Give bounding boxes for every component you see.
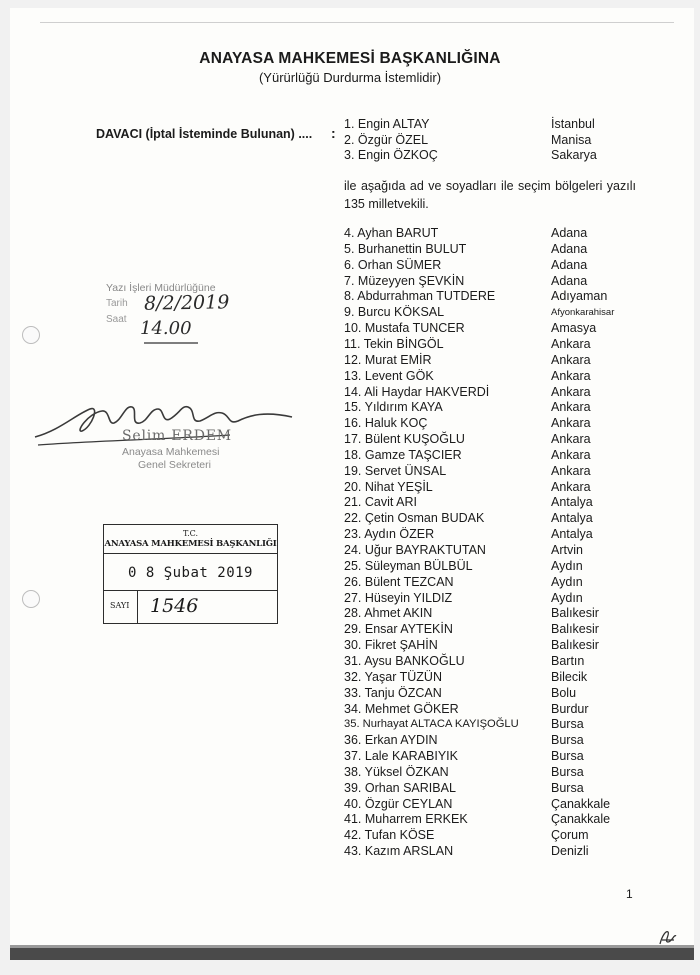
member-number: 23. <box>344 527 362 542</box>
member-fullname: Fikret ŞAHİN <box>364 638 438 653</box>
list-item <box>0 258 700 274</box>
member-fullname: Ahmet AKIN <box>364 606 433 621</box>
list-item <box>0 749 700 765</box>
member-city: Bursa <box>551 733 584 748</box>
member-name <box>344 543 486 557</box>
member-number: 29. <box>344 622 362 637</box>
list-item <box>0 797 700 813</box>
member-fullname: Burcu KÖKSAL <box>357 305 445 320</box>
list-item <box>0 702 700 718</box>
member-number: 14. <box>344 384 362 399</box>
member-fullname: Erkan AYDIN <box>364 733 438 748</box>
list-item <box>0 226 700 242</box>
member-number: 37. <box>344 749 362 764</box>
list-item <box>0 622 700 638</box>
list-item <box>0 781 700 797</box>
member-number: 6. <box>344 257 355 272</box>
member-name <box>344 480 433 494</box>
member-number: 8. <box>344 289 355 304</box>
member-number: 43. <box>344 844 362 859</box>
punch-hole-icon <box>22 590 40 608</box>
member-fullname: Tekin BİNGÖL <box>363 336 444 351</box>
member-fullname: Muharrem ERKEK <box>364 812 468 827</box>
member-city: Bursa <box>551 749 584 764</box>
member-number: 40. <box>344 796 362 811</box>
member-number: 39. <box>344 780 362 795</box>
member-city: Ankara <box>551 400 591 415</box>
document-title: ANAYASA MAHKEMESİ BAŞKANLIĞINA <box>199 50 501 67</box>
member-fullname: Servet ÜNSAL <box>364 463 447 478</box>
member-city: Antalya <box>551 495 593 510</box>
list-item <box>0 337 700 353</box>
member-number: 10. <box>344 321 362 336</box>
member-city: Ankara <box>551 463 591 478</box>
member-name <box>344 305 444 319</box>
member-name <box>344 559 473 573</box>
member-name <box>344 686 442 700</box>
stamp-divider <box>104 553 277 554</box>
member-number: 27. <box>344 590 362 605</box>
member-city: Denizli <box>551 844 589 859</box>
member-number: 4. <box>344 226 355 240</box>
member-number: 33. <box>344 685 362 700</box>
member-number: 25. <box>344 558 362 573</box>
member-city: Bolu <box>551 685 577 700</box>
member-fullname: Uğur BAYRAKTUTAN <box>364 543 486 557</box>
registry-stamp-tc: T.C. <box>182 529 199 538</box>
member-number: 16. <box>344 416 362 431</box>
member-name <box>344 527 434 541</box>
member-number: 36. <box>344 733 362 748</box>
receipt-date: 8/2/2019 <box>143 291 230 315</box>
member-name <box>344 844 453 858</box>
registry-number: 1546 <box>150 595 199 617</box>
member-name <box>344 400 443 414</box>
member-name <box>344 337 444 351</box>
list-item <box>0 242 700 258</box>
member-fullname: Murat EMİR <box>364 352 432 367</box>
member-name <box>344 495 417 509</box>
member-fullname: Aydın ÖZER <box>364 527 435 542</box>
member-city: Çorum <box>551 828 589 843</box>
member-city: Antalya <box>551 527 593 542</box>
receipt-time-prefix: Saat <box>106 314 127 325</box>
member-number: 20. <box>344 479 362 494</box>
member-city: Bartın <box>551 653 585 668</box>
member-city: Aydın <box>551 590 583 605</box>
member-number: 17. <box>344 432 362 447</box>
list-item <box>0 305 700 321</box>
member-city: Burdur <box>551 701 589 716</box>
member-name <box>344 670 442 684</box>
member-name <box>344 797 452 811</box>
member-fullname: Ali Haydar HAKVERDİ <box>364 384 490 399</box>
member-name <box>344 828 434 842</box>
list-item <box>0 495 700 511</box>
member-name <box>344 289 495 303</box>
list-item <box>0 148 700 164</box>
member-fullname: Bülent TEZCAN <box>364 574 454 589</box>
member-number: 11. <box>344 336 361 351</box>
member-fullname: Müzeyyen ŞEVKİN <box>357 273 465 288</box>
member-fullname: Süleyman BÜLBÜL <box>364 558 473 573</box>
member-fullname: Levent GÖK <box>364 368 434 383</box>
list-item <box>0 733 700 749</box>
member-number: 34. <box>344 701 362 716</box>
member-fullname: Özgür CEYLAN <box>364 796 453 811</box>
member-fullname: Kazım ARSLAN <box>364 844 454 859</box>
member-name <box>344 718 519 730</box>
member-city: Balıkesir <box>551 622 599 637</box>
list-item <box>0 133 700 149</box>
member-city: Bursa <box>551 764 584 779</box>
member-city: Adana <box>551 241 588 256</box>
member-name <box>344 765 449 779</box>
member-city: Manisa <box>551 132 592 147</box>
member-number: 21. <box>344 495 362 510</box>
list-item <box>0 480 700 496</box>
member-city: Ankara <box>551 447 591 462</box>
member-fullname: Aysu BANKOĞLU <box>364 653 465 668</box>
member-number: 24. <box>344 543 362 557</box>
list-item <box>0 670 700 686</box>
member-city: Adana <box>551 257 588 272</box>
member-number: 18. <box>344 447 362 462</box>
member-fullname: Nihat YEŞİL <box>364 479 433 494</box>
member-city: Ankara <box>551 352 591 367</box>
member-number: 35. <box>344 718 360 731</box>
member-number: 31. <box>344 653 362 668</box>
list-item <box>0 464 700 480</box>
member-city: Bilecik <box>551 669 588 684</box>
member-name <box>344 654 465 668</box>
member-name <box>344 321 465 335</box>
plaintiff-label: DAVACI (İptal İsteminde Bulunan) .... <box>96 127 313 141</box>
receipt-time: 14.00 <box>140 318 192 339</box>
signatory-title-line2: Genel Sekreteri <box>138 459 211 471</box>
list-item <box>0 289 700 305</box>
member-name <box>344 448 462 462</box>
member-name <box>344 226 438 240</box>
intro-paragraph: ile aşağıda ad ve soyadları ile seçim bölgeleri yazılı 135 milletvekili. <box>344 179 636 211</box>
member-number: 26. <box>344 574 362 589</box>
member-name <box>344 702 459 716</box>
member-name <box>344 749 458 763</box>
member-name <box>344 464 446 478</box>
bottom-edge-bar <box>10 948 694 960</box>
list-item <box>0 353 700 369</box>
member-city: Çanakkale <box>551 796 611 811</box>
member-city: Adana <box>551 273 588 288</box>
member-name <box>344 369 434 383</box>
member-number: 28. <box>344 606 362 621</box>
member-number: 1. <box>344 117 355 131</box>
member-city: Ankara <box>551 479 591 494</box>
list-item <box>0 117 700 133</box>
member-city: Çanakkale <box>551 812 611 827</box>
list-item <box>0 828 700 844</box>
receipt-date-prefix: Tarih <box>106 298 128 309</box>
member-name <box>344 274 464 288</box>
member-name <box>344 148 438 162</box>
member-number: 7. <box>344 273 355 288</box>
member-city: Amasya <box>551 321 597 336</box>
member-city: Aydın <box>551 558 583 573</box>
member-name <box>344 258 441 272</box>
list-item <box>0 812 700 828</box>
signatory-name: Selim ERDEM <box>122 428 232 444</box>
member-fullname: Tufan KÖSE <box>364 828 435 843</box>
member-name <box>344 416 427 430</box>
member-fullname: Yıldırım KAYA <box>364 400 443 415</box>
member-fullname: Haluk KOÇ <box>364 416 428 431</box>
member-number: 13. <box>344 368 362 383</box>
member-city: Ankara <box>551 416 591 431</box>
member-name <box>344 133 428 147</box>
member-number: 22. <box>344 511 362 526</box>
member-name <box>344 575 454 589</box>
list-item <box>0 638 700 654</box>
member-name <box>344 385 489 399</box>
member-fullname: Abdurrahman TUTDERE <box>357 289 496 304</box>
member-city: Aydın <box>551 574 583 589</box>
member-fullname: Bülent KUŞOĞLU <box>364 432 465 447</box>
member-fullname: Lale KARABIYIK <box>364 749 458 764</box>
member-fullname: Mehmet GÖKER <box>364 701 459 716</box>
member-fullname: Orhan SÜMER <box>357 257 442 272</box>
member-number: 32. <box>344 669 362 684</box>
list-item <box>0 274 700 290</box>
member-fullname: Gamze TAŞCIER <box>364 447 462 462</box>
top-edge-line <box>40 22 674 23</box>
member-city: Afyonkarahisar <box>551 307 615 319</box>
member-name <box>344 511 484 525</box>
member-fullname: Özgür ÖZEL <box>357 132 429 147</box>
member-number: 9. <box>344 305 355 320</box>
list-item <box>0 765 700 781</box>
member-city: Adana <box>551 226 588 240</box>
member-city: Bursa <box>551 780 584 795</box>
member-fullname: Yüksel ÖZKAN <box>364 764 449 779</box>
member-name <box>344 432 465 446</box>
member-city: Ankara <box>551 432 591 447</box>
member-fullname: Çetin Osman BUDAK <box>364 511 485 526</box>
member-name <box>344 353 432 367</box>
registry-stamp-date: 0 8 Şubat 2019 <box>127 565 253 581</box>
member-fullname: Nurhayat ALTACA KAYIŞOĞLU <box>362 718 519 731</box>
member-name <box>344 117 430 131</box>
page-number: 1 <box>626 887 633 901</box>
member-fullname: Ensar AYTEKİN <box>364 622 453 637</box>
member-name <box>344 606 432 620</box>
stamp-divider <box>137 590 138 623</box>
member-city: Balıkesir <box>551 638 599 653</box>
registry-stamp <box>103 524 278 624</box>
document-subtitle: (Yürürlüğü Durdurma İstemlidir) <box>258 70 442 85</box>
member-city: İstanbul <box>551 117 595 131</box>
member-fullname: Hüseyin YILDIZ <box>364 590 453 605</box>
member-number: 12. <box>344 352 362 367</box>
member-fullname: Orhan SARIBAL <box>364 780 456 795</box>
receipt-stamp-label: Yazı İşleri Müdürlüğüne <box>106 282 216 294</box>
receipt-stamp <box>106 280 256 360</box>
member-name <box>344 812 468 826</box>
member-number: 15. <box>344 400 362 415</box>
member-city: Ankara <box>551 384 591 399</box>
member-city: Ankara <box>551 336 591 351</box>
list-item <box>0 844 700 860</box>
member-number: 5. <box>344 241 355 256</box>
member-fullname: Burhanettin BULUT <box>357 241 467 256</box>
list-item <box>0 686 700 702</box>
member-name <box>344 781 456 795</box>
member-fullname: Cavit ARI <box>364 495 417 510</box>
member-name <box>344 638 438 652</box>
member-name <box>344 733 438 747</box>
member-number: 2. <box>344 132 355 147</box>
list-item <box>0 369 700 385</box>
initials-mark-icon <box>656 926 680 948</box>
member-fullname: Mustafa TUNCER <box>364 321 465 336</box>
registry-sayi-label: SAYI <box>110 601 130 610</box>
punch-hole-icon <box>22 326 40 344</box>
signatory-title-line1: Anayasa Mahkemesi <box>122 446 220 458</box>
list-item <box>0 717 700 733</box>
member-name <box>344 622 453 636</box>
member-name <box>344 591 452 605</box>
member-number: 38. <box>344 764 362 779</box>
member-number: 19. <box>344 463 362 478</box>
member-city: Balıkesir <box>551 606 599 621</box>
plaintiff-colon: : <box>331 125 336 141</box>
registry-stamp-org: ANAYASA MAHKEMESİ BAŞKANLIĞI <box>104 539 277 549</box>
member-fullname: Tanju ÖZCAN <box>364 685 442 700</box>
member-number: 3. <box>344 148 355 162</box>
member-fullname: Yaşar TÜZÜN <box>364 669 442 684</box>
member-fullname: Engin ÖZKOÇ <box>357 148 438 162</box>
member-city: Artvin <box>551 543 583 557</box>
member-city: Bursa <box>551 717 584 732</box>
list-item <box>0 654 700 670</box>
member-fullname: Ayhan BARUT <box>357 226 439 240</box>
member-city: Antalya <box>551 511 593 526</box>
stamp-divider <box>104 590 277 591</box>
member-city: Ankara <box>551 368 591 383</box>
list-item <box>0 321 700 337</box>
member-fullname: Engin ALTAY <box>357 117 430 131</box>
member-number: 42. <box>344 828 362 843</box>
member-number: 30. <box>344 638 362 653</box>
member-number: 41. <box>344 812 362 827</box>
underline-mark <box>142 340 202 346</box>
member-city: Sakarya <box>551 148 597 162</box>
member-name <box>344 242 466 256</box>
member-city: Adıyaman <box>551 289 608 304</box>
